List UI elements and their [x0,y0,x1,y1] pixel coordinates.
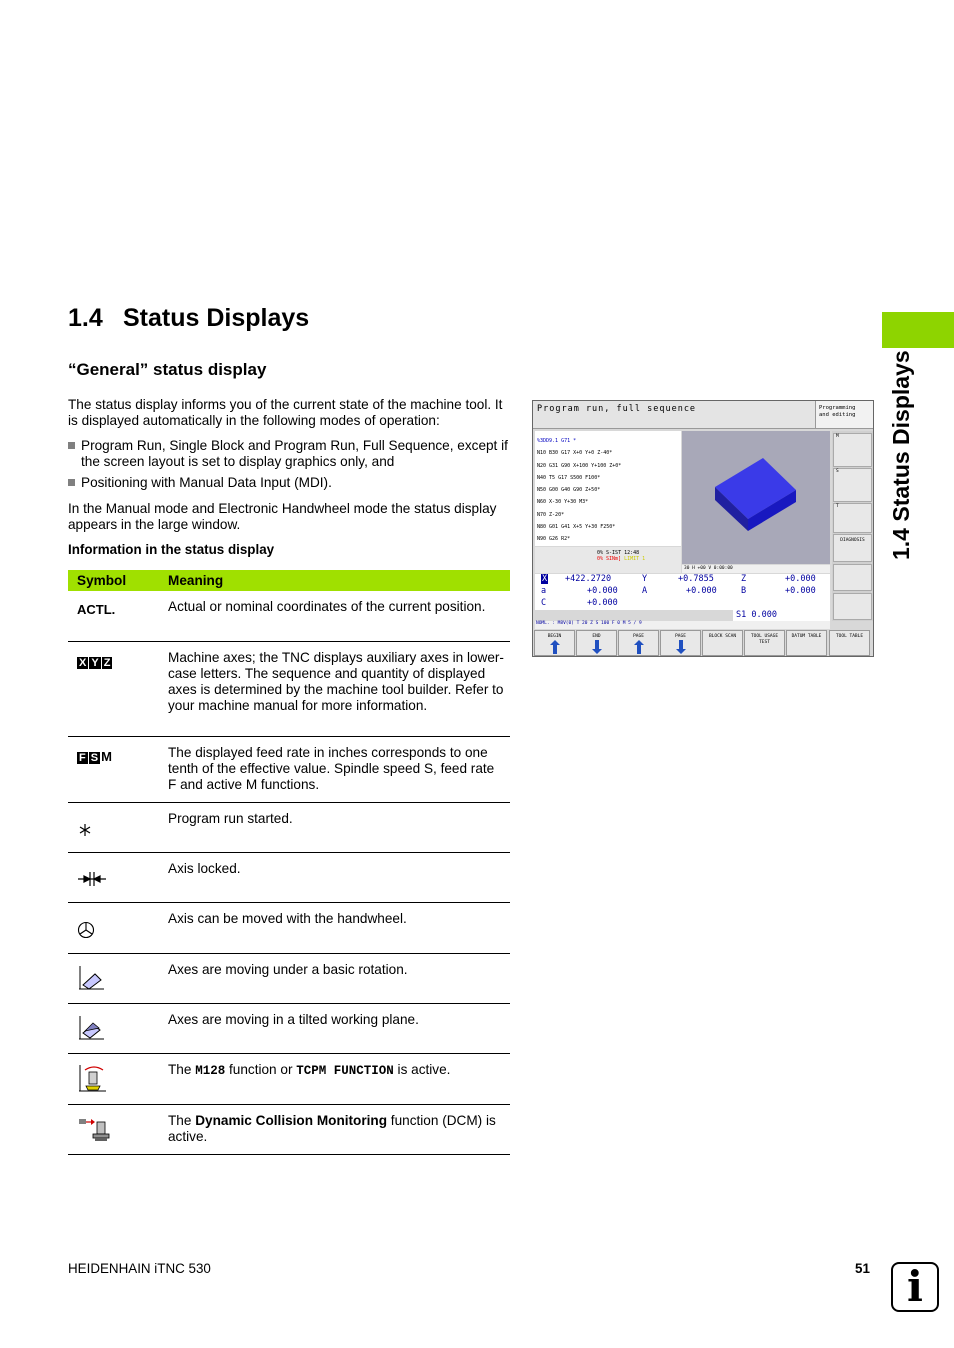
manual-mode-paragraph: In the Manual mode and Electronic Handwheel mode the status display appears in the large window. [68,501,497,532]
meaning-cell: Axes are moving in a tilted working plane. [168,1003,510,1053]
handwheel-icon [77,921,95,939]
softkey-t[interactable]: T [833,503,872,533]
m128-icon [77,1064,107,1092]
tnc-right-softkeys [832,431,873,621]
meaning-cell: The M128 function or TCPM FUNCTION is active. [168,1053,510,1104]
softkey-diagnosis[interactable]: DIAGNOSIS [833,534,872,562]
table-header-row [68,570,510,591]
x-axis-key: X [79,656,87,669]
basic-rotation-icon [77,965,105,991]
softkey-s[interactable]: S [833,468,872,502]
tnc-nominal-bar: NOML. : M8V(0) T 20 Z S 100 F 0 M 5 / 9 [535,621,830,629]
section-title [68,304,309,333]
meaning-cell: The Dynamic Collision Monitoring function (DCM) is active. [168,1104,510,1154]
program-line: N90 G26 R2* [537,536,571,543]
list-item: Positioning with Manual Data Input (MDI). [68,475,513,491]
tnc-mode-title: Program run, full sequence [533,401,815,429]
table-row [68,902,510,953]
column-header-symbol: Symbol [68,570,168,591]
page-number: 51 [855,1261,870,1276]
table-row [68,1003,510,1053]
program-line: N20 G31 G90 X+100 Y+100 Z+0* [537,462,622,469]
mode-list [68,438,513,496]
arrow-up-icon [549,640,561,654]
table-row [68,953,510,1003]
program-line: N80 G01 G41 X+5 Y+30 F250* [537,524,616,531]
position-row: C +0.000 [541,598,618,608]
status-symbol-table [68,570,510,1155]
meaning-cell: Axis locked. [168,852,510,902]
dcm-bold-term: Dynamic Collision Monitoring [195,1112,388,1128]
info-icon: i [891,1262,939,1312]
program-line: N50 G00 G40 G90 Z+50* [537,487,601,494]
axis-keys-symbol [77,654,168,670]
meaning-cell: The displayed feed rate in inches corresponds to one tenth of the effective value. Spindle speed S, feed rate F and active M functions. [168,736,510,802]
tilted-plane-icon [77,1015,105,1041]
workpiece-graphic [682,431,830,564]
dcm-icon [77,1116,111,1144]
table-row [68,641,510,736]
arrow-down-icon [591,640,603,654]
chapter-tab-label: 1.4 Status Displays [888,350,914,560]
table-row [68,1053,510,1104]
tnc-graphic-window [682,431,830,564]
softkey-blank[interactable] [833,564,872,591]
tnc-info-bar: 30 H +00 V 0:00:00 [682,565,830,573]
softkey-page-up[interactable]: PAGE [618,630,659,656]
bullet-square-icon [68,442,75,449]
meaning-cell: Program run started. [168,802,510,852]
tcpm-code: TCPM FUNCTION [296,1063,394,1078]
softkey-end[interactable]: END [576,630,617,656]
list-item: Program Run, Single Block and Program Run, Full Sequence, except if the screen layout is set to display graphics only, and [68,438,513,470]
section-number: 1.4 [68,304,103,332]
info-heading: Information in the status display [68,542,275,557]
tnc-screen [532,400,874,657]
softkey-tool-table[interactable]: TOOL TABLE [829,630,870,656]
section-title-text: Status Displays [123,304,310,332]
tnc-position-display [535,574,830,610]
actl-symbol: ACTL. [77,602,116,617]
meaning-cell: Axis can be moved with the handwheel. [168,902,510,953]
meaning-cell: Axes are moving under a basic rotation. [168,953,510,1003]
chapter-tab [882,312,954,348]
table-row [68,852,510,902]
arrow-up-icon [633,640,645,654]
feed-spindle-symbol [77,749,168,765]
softkey-tool-usage-test[interactable]: TOOL USAGE TEST [744,630,785,656]
m128-code: M128 [195,1063,226,1078]
s-key: S [90,751,99,764]
bullet-square-icon [68,479,75,486]
tnc-editing-mode: Programming and editing [815,401,873,429]
f-key: F [79,751,86,764]
footer-product-name: HEIDENHAIN iTNC 530 [68,1261,211,1276]
softkey-blank[interactable] [833,593,872,620]
tnc-spindle-display: S1 0.000 [733,610,830,621]
arrow-down-icon [675,640,687,654]
meaning-cell: Machine axes; the TNC displays auxiliary axes in lower-case letters. The sequence and quantity of displayed axes is determined by the machine tool builder. Refer to your machine manual for more information. [168,641,510,736]
table-row [68,1104,510,1154]
m-label: M [101,748,112,764]
z-axis-key: Z [103,656,111,669]
position-row: a +0.000 A +0.000 B +0.000 [541,586,816,596]
softkey-m[interactable]: M [833,433,872,467]
program-line: N70 Z-20* [537,511,565,518]
program-line: N10 B30 G17 X+0 Y+0 Z-40* [537,450,613,457]
tnc-status-area: 0% S-IST 12:48 0% SINm] LIMIT 1 [535,547,681,573]
table-row [68,736,510,802]
table-row [68,802,510,852]
position-row: X +422.2720 Y +0.7855 Z +0.000 [542,574,816,584]
program-line: N60 X-30 Y+30 M3* [537,499,589,506]
softkey-datum-table[interactable]: DATUM TABLE [786,630,827,656]
column-header-meaning: Meaning [168,570,510,591]
program-started-icon [77,822,93,838]
program-line: %3DD9.1 G71 * [537,438,577,444]
meaning-cell: Actual or nominal coordinates of the current position. [168,591,510,641]
softkey-page-down[interactable]: PAGE [660,630,701,656]
softkey-block-scan[interactable]: BLOCK SCAN [702,630,743,656]
intro-paragraph: The status display informs you of the current state of the machine tool. It is displayed automatically in the following modes of operation: [68,397,503,428]
axis-locked-icon [77,869,107,889]
program-line: N40 T5 G17 S500 F100* [537,474,601,481]
table-row [68,591,510,641]
tnc-program-listing [535,431,681,546]
tnc-softkey-row [533,630,873,656]
subsection-title: “General” status display [68,360,267,379]
y-axis-key: Y [91,656,99,669]
softkey-begin[interactable]: BEGIN [534,630,575,656]
